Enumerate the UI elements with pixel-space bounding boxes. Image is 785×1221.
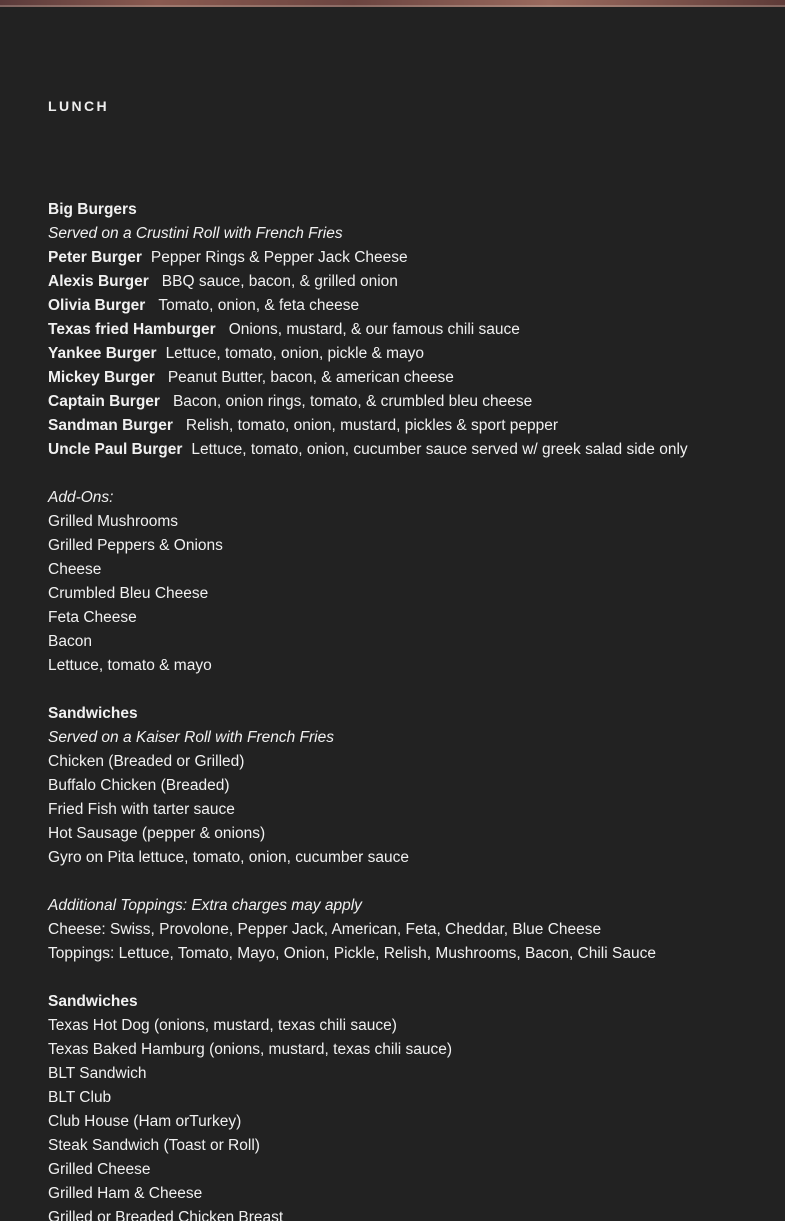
item-desc: Pepper Rings & Pepper Jack Cheese [150,249,408,266]
sandwich-item: Fried Fish with tarter sauce [48,801,235,818]
addon-item: Cheese [48,561,102,578]
addon-item: Bacon [48,633,92,650]
item-name: Olivia Burger [48,297,146,314]
sandwich-item: Grilled Ham & Cheese [48,1185,203,1202]
item-desc: Onions, mustard, & our famous chili sauce [228,321,520,338]
item-desc: Peanut Butter, bacon, & american cheese [167,369,454,386]
item-desc: Relish, tomato, onion, mustard, pickles & sport pepper [185,417,559,434]
item-name: Mickey Burger [48,369,155,386]
header-image-strip [0,0,785,7]
item-name: Yankee Burger [48,345,157,362]
addon-item: Grilled Peppers & Onions [48,537,223,554]
sandwich-item: Chicken (Breaded or Grilled) [48,753,245,770]
sandwich-item: Hot Sausage (pepper & onions) [48,825,266,842]
sandwich-item: Grilled Cheese [48,1161,151,1178]
sandwich-item: BLT Sandwich [48,1065,147,1082]
sandwiches-heading-2: Sandwiches [48,993,138,1010]
section-title: LUNCH [48,98,109,114]
menu-item [48,246,778,270]
sandwiches-heading: Sandwiches [48,705,138,722]
toppings-item: Toppings: Lettuce, Tomato, Mayo, Onion, Pickle, Relish, Mushrooms, Bacon, Chili Sauce [48,945,656,962]
item-desc: Tomato, onion, & feta cheese [158,297,360,314]
item-name: Alexis Burger [48,273,149,290]
addon-item: Feta Cheese [48,609,137,626]
item-name: Sandman Burger [48,417,173,434]
sandwiches-note: Served on a Kaiser Roll with French Fries [48,729,335,746]
menu-item [48,366,778,390]
sandwich-item: Texas Baked Hamburg (onions, mustard, texas chili sauce) [48,1041,453,1058]
addon-item: Crumbled Bleu Cheese [48,585,209,602]
lunch-menu [48,198,778,1221]
addon-item: Lettuce, tomato & mayo [48,657,212,674]
item-name: Uncle Paul Burger [48,441,183,458]
addons-heading: Add-Ons: [48,489,114,506]
menu-item [48,342,778,366]
sandwich-item: Buffalo Chicken (Breaded) [48,777,230,794]
sandwich-item: Texas Hot Dog (onions, mustard, texas chili sauce) [48,1017,397,1034]
toppings-item: Cheese: Swiss, Provolone, Pepper Jack, American, Feta, Cheddar, Blue Cheese [48,921,602,938]
sandwich-item: BLT Club [48,1089,112,1106]
item-desc: Bacon, onion rings, tomato, & crumbled bleu cheese [172,393,533,410]
sandwich-item: Gyro on Pita lettuce, tomato, onion, cucumber sauce [48,849,409,866]
sandwich-item: Grilled or Breaded Chicken Breast [48,1209,284,1221]
menu-item [48,294,778,318]
item-desc: Lettuce, tomato, onion, cucumber sauce served w/ greek salad side only [191,441,688,458]
sandwich-item: Steak Sandwich (Toast or Roll) [48,1137,260,1154]
item-name: Texas fried Hamburger [48,321,216,338]
toppings-heading: Additional Toppings: Extra charges may apply [48,897,362,914]
item-desc: BBQ sauce, bacon, & grilled onion [161,273,398,290]
menu-item [48,318,778,342]
menu-item [48,270,778,294]
menu-item [48,438,778,462]
sandwich-item: Club House (Ham orTurkey) [48,1113,242,1130]
item-name: Peter Burger [48,249,142,266]
menu-item [48,390,778,414]
menu-item [48,414,778,438]
big-burgers-heading: Big Burgers [48,201,137,218]
big-burgers-note: Served on a Crustini Roll with French Fries [48,225,343,242]
item-name: Captain Burger [48,393,160,410]
item-desc: Lettuce, tomato, onion, pickle & mayo [165,345,425,362]
addon-item: Grilled Mushrooms [48,513,179,530]
